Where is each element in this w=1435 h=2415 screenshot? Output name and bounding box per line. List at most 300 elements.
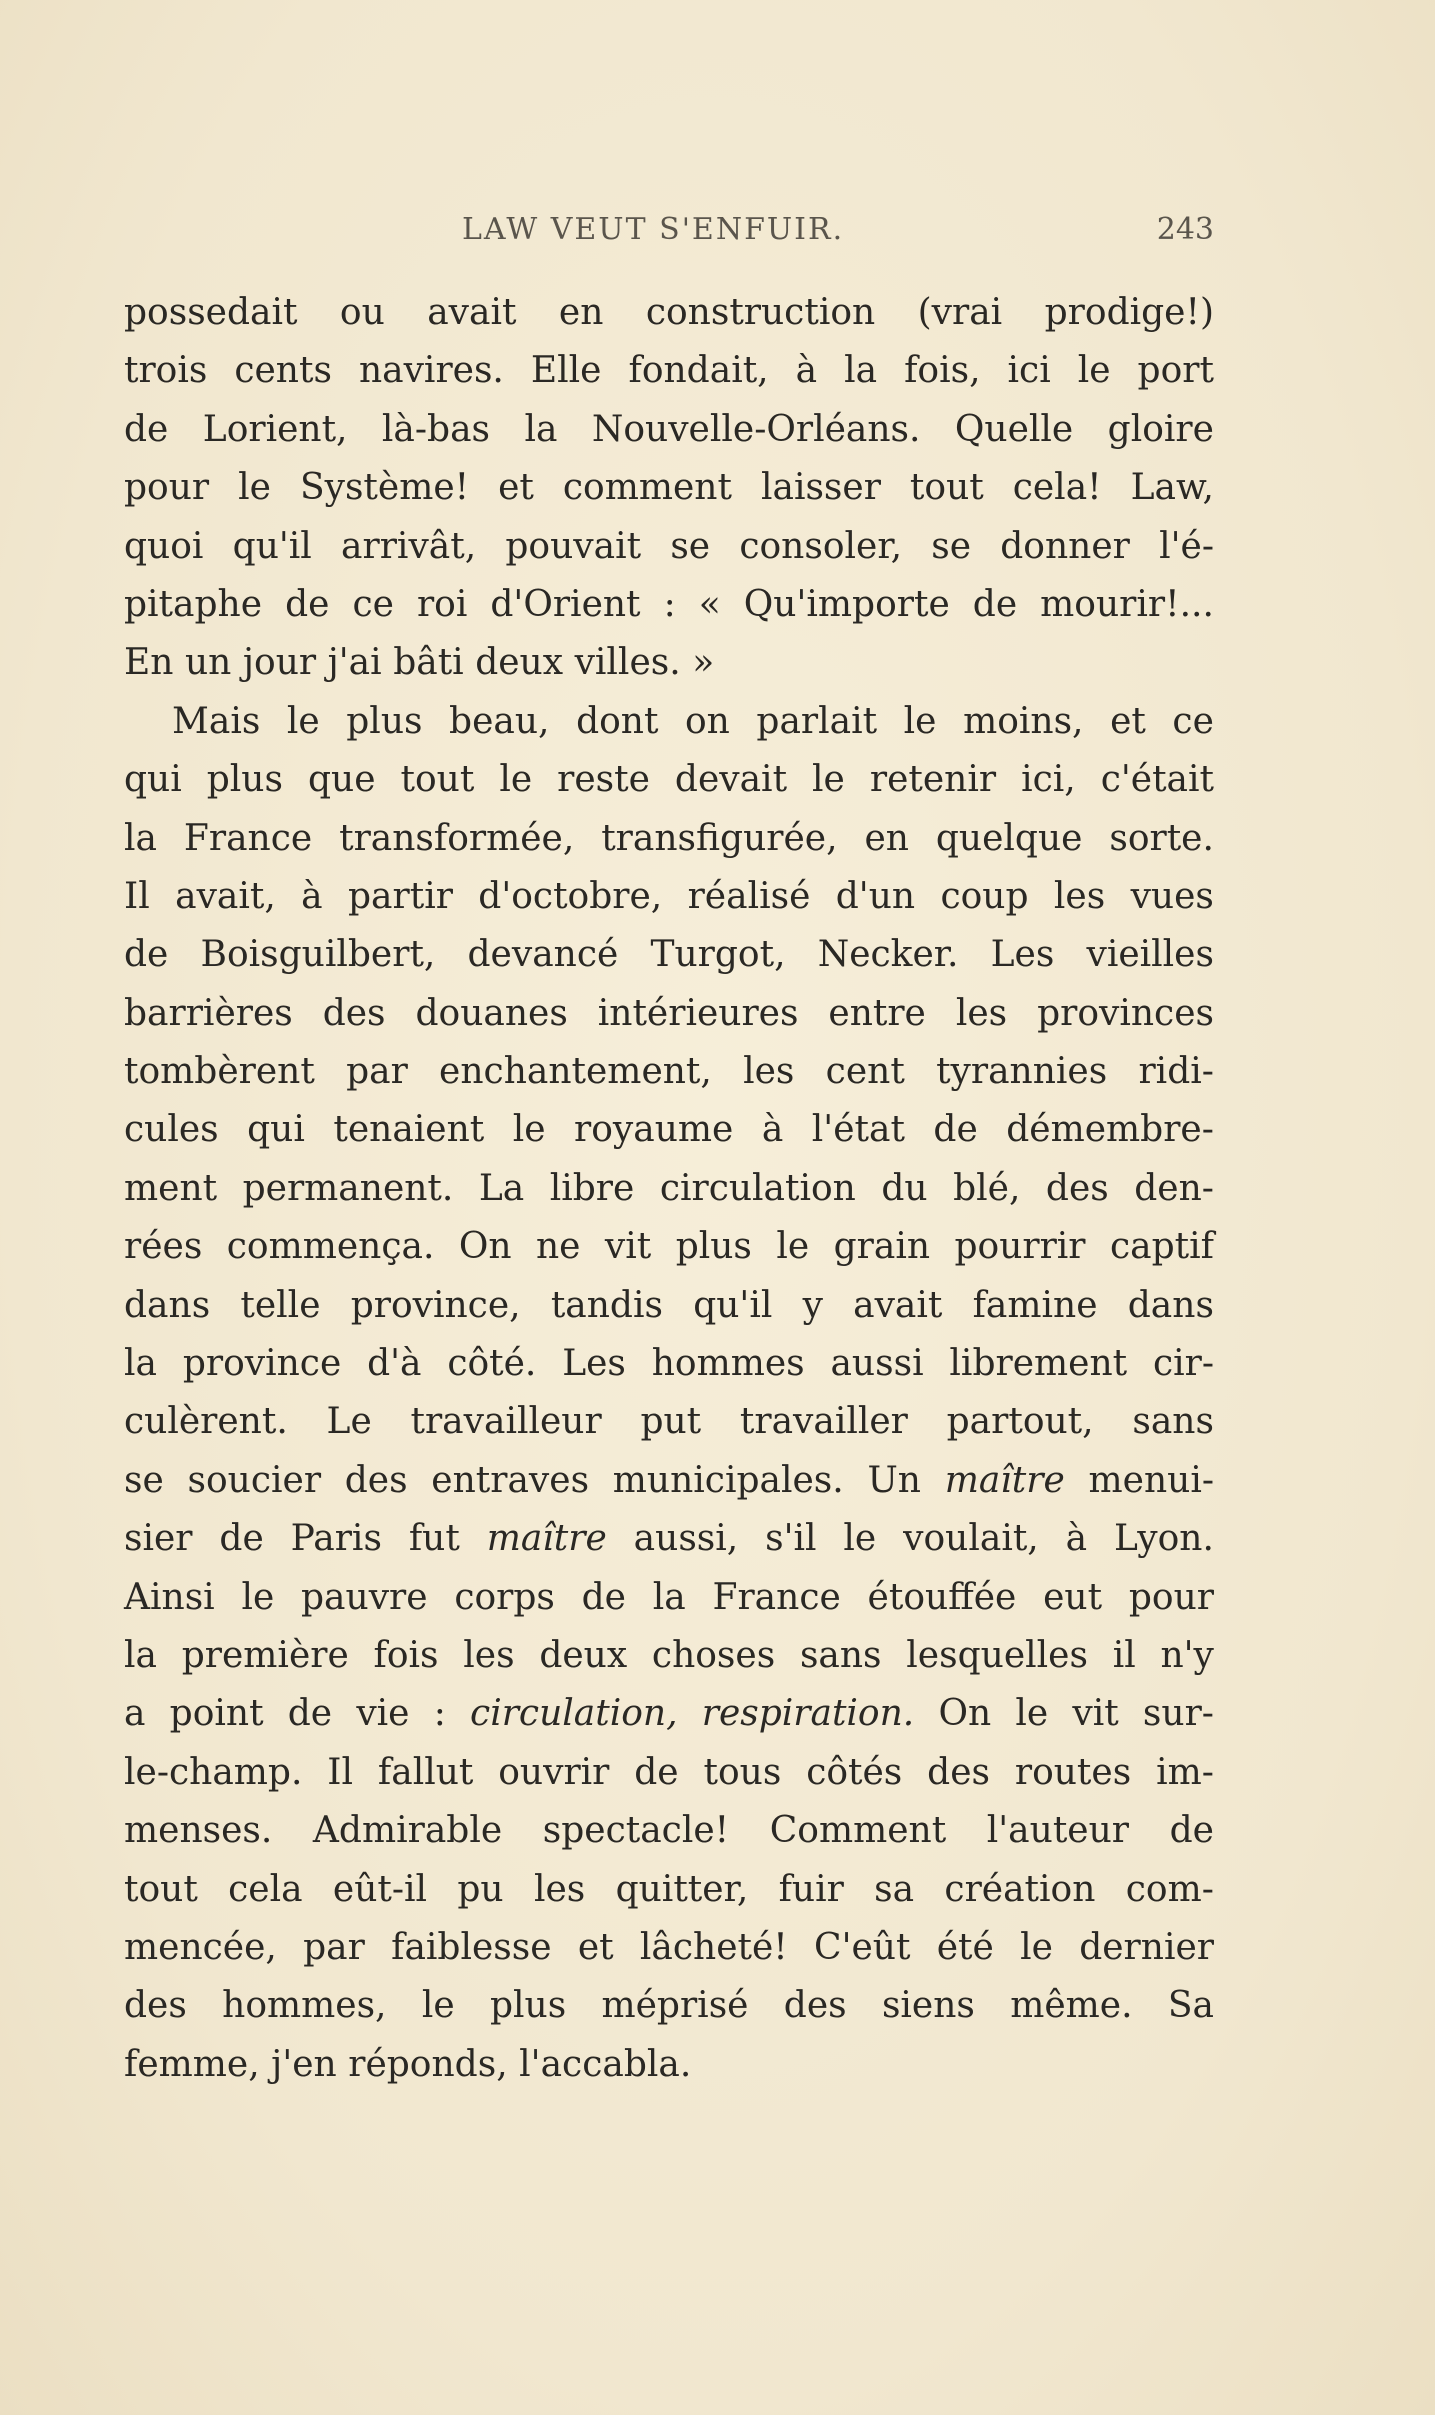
word: ce [352, 583, 394, 625]
word: sa [874, 1868, 915, 1910]
word: d'octobre, [478, 875, 663, 917]
word: donner [1000, 525, 1130, 567]
word: fut [408, 1518, 460, 1560]
word: démembre- [1006, 1109, 1214, 1151]
word: à [761, 1109, 784, 1151]
word: permanent. [242, 1167, 454, 1209]
word: plus [675, 1226, 752, 1268]
word: d'à [367, 1343, 422, 1385]
word: des [322, 992, 386, 1034]
word: ouvrir [498, 1751, 610, 1793]
word: qui [247, 1109, 305, 1151]
word: y [802, 1284, 823, 1326]
word: routes [1014, 1751, 1132, 1793]
word: Le [326, 1401, 372, 1443]
word: travailler [739, 1401, 908, 1443]
word: Les [562, 1343, 626, 1385]
text-line [124, 1043, 1214, 1101]
word: que [307, 759, 376, 801]
word: le [903, 700, 937, 742]
word: den- [1134, 1167, 1214, 1209]
text-line [124, 1393, 1214, 1451]
text-line [124, 1569, 1214, 1627]
word: cents [234, 350, 332, 392]
word: Système! [299, 467, 470, 509]
word: Un [867, 1459, 921, 1501]
word: qui [124, 759, 182, 801]
word: On [458, 1226, 512, 1268]
word: transformée, [339, 817, 575, 859]
page-number: 243 [1156, 212, 1214, 247]
word: mencée, [124, 1926, 277, 1968]
word: choses [651, 1634, 776, 1676]
word: le [843, 1518, 877, 1560]
word: Quelle [954, 408, 1074, 450]
word: de [972, 583, 1018, 625]
text-line [124, 459, 1214, 517]
text-line [124, 401, 1214, 459]
word: méprisé [601, 1985, 749, 2027]
word: quoi [124, 525, 204, 567]
word: les [463, 1634, 515, 1676]
word: et [577, 1926, 614, 1968]
word: spectacle! [542, 1810, 730, 1852]
word: (vrai [917, 292, 1003, 333]
word: sier [124, 1518, 193, 1560]
word: culèrent. [124, 1401, 288, 1443]
word: n'y [1160, 1634, 1214, 1676]
word: création [944, 1868, 1096, 1910]
word: Il [327, 1751, 354, 1793]
text-line [124, 926, 1214, 984]
word: dans [1127, 1284, 1214, 1326]
word: des [344, 1459, 408, 1501]
italic-word: maître [486, 1518, 607, 1560]
word: vit [604, 1226, 652, 1268]
word: mourir!... [1040, 583, 1214, 625]
word: plus [206, 759, 283, 801]
word: : [433, 1693, 446, 1735]
word: deux [539, 1634, 628, 1676]
word: telle [240, 1284, 321, 1326]
word: ou [339, 292, 385, 333]
text-line [124, 1277, 1214, 1335]
word: se [670, 525, 711, 567]
word: réalisé [687, 875, 811, 917]
word: blé, [953, 1167, 1021, 1209]
text-line [124, 1744, 1214, 1802]
word: Turgot, [650, 934, 786, 976]
word: ici, [1021, 759, 1076, 801]
word: grain [833, 1226, 931, 1268]
word: Law, [1130, 467, 1214, 509]
word: C'eût [814, 1926, 911, 1968]
word: tous [703, 1751, 782, 1793]
word: construction [645, 292, 876, 333]
word: femme, [124, 2043, 260, 2085]
text-line [124, 1861, 1214, 1919]
word: cent [825, 1051, 905, 1093]
word: eut [1043, 1576, 1103, 1618]
word: là-bas [381, 408, 491, 450]
word: d'Orient [490, 583, 641, 625]
word: parlait [756, 700, 878, 742]
word: captif [1109, 1226, 1214, 1268]
word: travailleur [410, 1401, 602, 1443]
word: d'un [835, 875, 916, 917]
word: qu'il [232, 525, 312, 567]
word: tandis [550, 1284, 663, 1326]
word: Ainsi [124, 1576, 215, 1618]
word: » [692, 642, 715, 684]
word: hommes, [222, 1985, 387, 2027]
word: a [124, 1693, 146, 1735]
word: dans [124, 1284, 211, 1326]
word: pour [1128, 1576, 1214, 1618]
word: côté. [447, 1343, 537, 1385]
word: cela! [1012, 467, 1102, 509]
word: arrivât, [341, 525, 477, 567]
text-line [124, 751, 1214, 809]
word: fallut [377, 1751, 474, 1793]
word: devancé [467, 934, 619, 976]
text-line [124, 1452, 1214, 1510]
word: de [1169, 1810, 1214, 1852]
word: bâti [393, 642, 464, 684]
word: Elle [530, 350, 602, 392]
word: Paris [290, 1518, 382, 1560]
word: des [927, 1751, 990, 1793]
text-line [124, 342, 1214, 400]
word: de [933, 1109, 978, 1151]
word: port [1137, 350, 1214, 392]
text-line [124, 1510, 1214, 1568]
word: Sa [1167, 1985, 1214, 2027]
word: un [184, 642, 232, 684]
text-line [124, 1802, 1214, 1860]
word: plus [346, 700, 423, 742]
word: En [124, 642, 174, 684]
word: avait [853, 1284, 943, 1326]
word: cir- [1152, 1343, 1214, 1385]
word: avait [427, 292, 517, 333]
text-line [124, 1101, 1214, 1159]
word: navires. [358, 350, 504, 392]
word: devait [674, 759, 788, 801]
word: entraves [431, 1459, 590, 1501]
word: retenir [869, 759, 997, 801]
word: le [286, 700, 320, 742]
text-line [124, 1685, 1214, 1743]
text-line [124, 634, 1214, 692]
word: possedait [124, 292, 298, 333]
word: quelque [935, 817, 1083, 859]
word: La [478, 1167, 525, 1209]
word: pouvait [505, 525, 642, 567]
word: on [685, 700, 730, 742]
word: de [285, 583, 330, 625]
word: circulation [659, 1167, 856, 1209]
word: vie [356, 1693, 410, 1735]
text-line [124, 810, 1214, 868]
word: voulait, [903, 1518, 1039, 1560]
word: de [634, 1751, 679, 1793]
word: réponds, [348, 2043, 508, 2085]
word: s'il [765, 1518, 817, 1560]
word: enchantement, [439, 1051, 712, 1093]
word: France [712, 1576, 841, 1618]
body-text [124, 284, 1214, 2094]
word: fondait, [628, 350, 769, 392]
word: été [936, 1926, 994, 1968]
word: librement [949, 1343, 1128, 1385]
word: la [124, 817, 157, 859]
word: du [881, 1167, 928, 1209]
word: qu'il [693, 1284, 773, 1326]
word: tenaient [333, 1109, 485, 1151]
word: Necker. [817, 934, 959, 976]
word: les [1053, 875, 1106, 917]
word: put [640, 1401, 702, 1443]
word: Lyon. [1114, 1518, 1214, 1560]
word: pauvre [301, 1576, 428, 1618]
word: jour [242, 642, 317, 684]
word: le [241, 1576, 275, 1618]
word: par [346, 1051, 408, 1093]
text-line [124, 1919, 1214, 1977]
word: pourrir [954, 1226, 1086, 1268]
word: vit [1072, 1693, 1119, 1735]
word: Admirable [312, 1810, 503, 1852]
word: de [287, 1693, 333, 1735]
text-line [124, 985, 1214, 1043]
italic-word: respiration. [701, 1693, 915, 1735]
word: Les [990, 934, 1055, 976]
word: tout [909, 467, 984, 509]
word: la [124, 1634, 157, 1676]
word: de [124, 934, 169, 976]
word: et [498, 467, 534, 509]
word: tout [124, 1868, 198, 1910]
word: l'é- [1159, 525, 1214, 567]
word: villes. [574, 642, 681, 684]
word: aussi, [633, 1518, 739, 1560]
text-line [124, 1977, 1214, 2035]
word: dernier [1079, 1926, 1214, 1968]
word: des [124, 1985, 187, 2027]
word: Qu'importe [743, 583, 950, 625]
word: ridi- [1138, 1051, 1214, 1093]
word: tyrannies [936, 1051, 1108, 1093]
word: transfigurée, [601, 817, 838, 859]
word: la [844, 350, 878, 392]
text-line [124, 2036, 1214, 2094]
word: l'état [811, 1109, 905, 1151]
word: l'accabla. [519, 2043, 692, 2085]
word: lesquelles [906, 1634, 1088, 1676]
running-title: LAW VEUT S'ENFUIR. [462, 212, 845, 247]
text-line [124, 693, 1214, 751]
word: beau, [449, 700, 550, 742]
text-line [124, 518, 1214, 576]
word: à [301, 875, 323, 917]
word: point [169, 1693, 264, 1735]
word: le [1015, 1693, 1049, 1735]
word: des [1045, 1167, 1109, 1209]
word: sans [1132, 1401, 1214, 1443]
word: de [219, 1518, 264, 1560]
word: le [238, 467, 271, 509]
word: Lorient, [202, 408, 348, 450]
word: le [512, 1109, 546, 1151]
word: se [931, 525, 972, 567]
word: le [1077, 350, 1111, 392]
word: les [955, 992, 1008, 1034]
word: partir [348, 875, 453, 917]
word: c'était [1100, 759, 1214, 801]
text-line [124, 868, 1214, 926]
word: j'ai [327, 642, 382, 684]
word: commença. [226, 1226, 435, 1268]
word: tout [400, 759, 475, 801]
word: le [1020, 1926, 1053, 1968]
word: prodige!) [1044, 292, 1214, 333]
word: ne [535, 1226, 581, 1268]
word: im- [1156, 1751, 1214, 1793]
text-line [124, 1160, 1214, 1218]
word: intérieures [597, 992, 799, 1034]
word: provinces [1037, 992, 1214, 1034]
word: comment [562, 467, 732, 509]
word: consoler, [739, 525, 903, 567]
word: municipales. [612, 1459, 844, 1501]
word: entre [828, 992, 926, 1034]
word: de [124, 408, 169, 450]
word: pu [457, 1868, 504, 1910]
word: rées [124, 1226, 203, 1268]
word: siens [881, 1985, 975, 2027]
word: soucier [187, 1459, 322, 1501]
word: barrières [124, 992, 293, 1034]
word: menui- [1088, 1459, 1214, 1501]
text-line [124, 1218, 1214, 1276]
word: à [795, 350, 818, 392]
word: le [499, 759, 533, 801]
word: par [303, 1926, 365, 1968]
word: et [1110, 700, 1146, 742]
word: gloire [1107, 408, 1214, 450]
word: famine [972, 1284, 1098, 1326]
word: moins, [963, 700, 1084, 742]
word: plus [489, 1985, 567, 2027]
word: avait, [175, 875, 276, 917]
word: « [698, 583, 721, 625]
word: aussi [830, 1343, 924, 1385]
word: roi [416, 583, 468, 625]
word: province [182, 1343, 342, 1385]
word: deux [475, 642, 564, 684]
word: reste [557, 759, 650, 801]
word: le [776, 1226, 810, 1268]
word: il [1112, 1634, 1136, 1676]
word: royaume [574, 1109, 734, 1151]
word: hommes [651, 1343, 805, 1385]
word: Nouvelle-Orléans. [591, 408, 921, 450]
word: On [938, 1693, 992, 1735]
word: le [812, 759, 845, 801]
word: les [533, 1868, 586, 1910]
word: j'en [271, 2043, 337, 2085]
word: la [524, 408, 558, 450]
word: ce [1172, 700, 1214, 742]
word: Boisguilbert, [200, 934, 436, 976]
word: l'auteur [986, 1810, 1129, 1852]
word: des [783, 1985, 847, 2027]
word: la [652, 1576, 686, 1618]
word: tombèrent [124, 1051, 315, 1093]
text-line [124, 576, 1214, 634]
word: coup [940, 875, 1029, 917]
word: sans [799, 1634, 882, 1676]
word: première [181, 1634, 349, 1676]
word: ici [1007, 350, 1051, 392]
text-line [124, 1335, 1214, 1393]
word: pour [124, 467, 210, 509]
word: sur- [1142, 1693, 1214, 1735]
text-line [124, 284, 1214, 342]
word: trois [124, 350, 208, 392]
word: France [183, 817, 313, 859]
word: les [743, 1051, 795, 1093]
word: en [558, 292, 604, 333]
word: lâcheté! [639, 1926, 788, 1968]
word: Comment [769, 1810, 947, 1852]
word: à [1065, 1518, 1088, 1560]
word: dont [576, 700, 659, 742]
word: vues [1130, 875, 1214, 917]
word: : [663, 583, 676, 625]
word: quitter, [615, 1868, 749, 1910]
word: fuir [778, 1868, 844, 1910]
word: même. [1010, 1985, 1133, 2027]
word: de [581, 1576, 626, 1618]
page-header [124, 212, 1214, 262]
word: pitaphe [124, 583, 263, 625]
word: ment [124, 1167, 218, 1209]
word: eût-il [332, 1868, 428, 1910]
word: sorte. [1109, 817, 1214, 859]
word: le-champ. [124, 1751, 303, 1793]
word: province, [350, 1284, 521, 1326]
italic-word: maître [944, 1459, 1065, 1501]
word: la [124, 1343, 157, 1385]
word: menses. [124, 1810, 273, 1852]
word: Il [124, 875, 150, 917]
word: étouffée [867, 1576, 1017, 1618]
word: côtés [806, 1751, 903, 1793]
word: corps [454, 1576, 555, 1618]
word: fois [373, 1634, 439, 1676]
word: partout, [946, 1401, 1094, 1443]
word: com- [1125, 1868, 1214, 1910]
italic-word: circulation, [470, 1693, 678, 1735]
word: laisser [760, 467, 881, 509]
word: vieilles [1086, 934, 1214, 976]
word: en [864, 817, 909, 859]
text-line [124, 1627, 1214, 1685]
word: le [421, 1985, 455, 2027]
word: Mais [172, 700, 261, 742]
